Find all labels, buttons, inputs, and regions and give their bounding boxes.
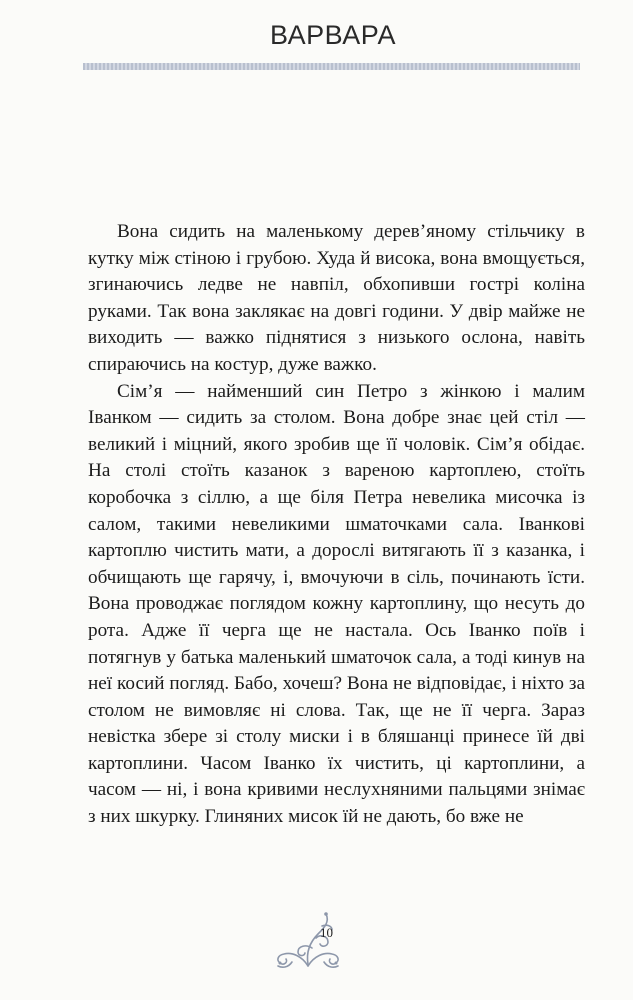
running-head: [0, 18, 633, 58]
page-number: 10: [320, 925, 333, 940]
running-title: ВАРВАРА: [270, 20, 396, 50]
floral-ornament-icon: [272, 908, 344, 970]
paragraph: Вона сидить на маленькому дерев’яному стільчику в кутку між стіною і грубою. Худа й висока, вона вмощується, згинаючись ледве не навпіл, обхопивши гострі коліна руками. Так вона заклякає на довгі години. У двір майже не виходить — важко піднятися з низького ослона, навіть спираючись на костур, дуже важко.: [88, 221, 585, 375]
body-text: [88, 219, 585, 831]
paragraph: Сім’я — найменший син Петро з жінкою і малим Іванком — сидить за столом. Вона добре знає цей стіл — великий і міцний, якого зробив ще її чоловік. Сім’я обідає. На столі стоїть казанок з вареною картоплею, стоїть коробочка з сіллю, а ще біля Петра невелика мисочка із салом, такими невеликими шматочками сала. Іванкові картоплю чистить мати, а дорослі витягають її з казанка, і обчищають ще гарячу, і, вмочуючи в сіль, починають їсти. Вона проводжає поглядом кожну картоплину, що несуть до рота. Адже її черга ще не настала. Ось Іванко поїв і потягнув у батька маленький шматочок сала, а тоді кинув на неї косий погляд. Бабо, хочеш? Вона не відповідає, і ніхто за столом не вимовляє ні слова. Так, ще не її черга. Зараз невістка збере зі столу миски і в бляшанці принесе їй дві картоплини. Часом Іванко їх чистить, ці картоплини, а часом — ні, і вона кривими неслухняними пальцями знімає з них шкурку. Глиняних мисок їй не дають, бо вже не: [88, 380, 585, 828]
header-rule: [83, 63, 580, 70]
